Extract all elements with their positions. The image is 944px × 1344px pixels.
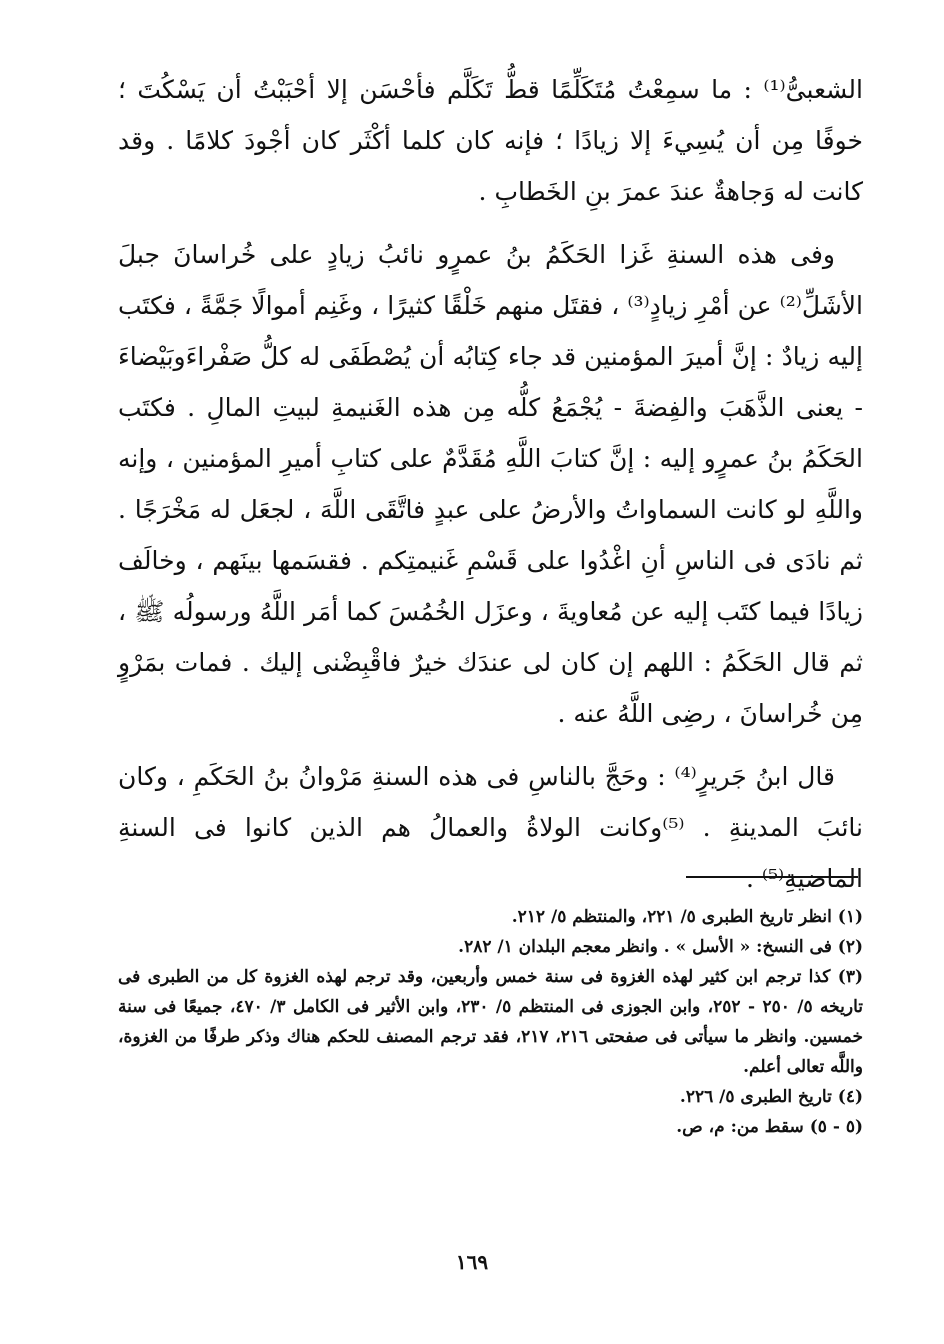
paragraph-3: قال ابنُ جَريرٍ⁽⁴⁾ : وحَجَّ بالناسِ فى هذه السنةِ مَرْوانُ بنُ الحَكَمِ ، وكان نائبَ المدينةِ . ⁽⁵⁾وكانت الولاةُ والعمالُ هم الذين كانوا فى السنةِ الماضيةِ⁽⁵⁾ .: [118, 762, 863, 893]
footnote-3: (٣) كذا ترجم ابن كثير لهذه الغزوة فى سنة خمس وأربعين، وقد ترجم لهذه الغزوة كل من الطبرى فى تاريخه ٥/ ٢٥٠ - ٢٥٢، وابن الجوزى فى المنتظم ٥/ ٢٣٠، وابن الأثير فى الكامل ٣/ ٤٧٠، جميعًا فى سنة خمسين. وانظر ما سيأتى فى صفحتى ٢١٦، ٢١٧، فقد ترجم المصنف للحكم هناك وذكر طرفًا من الغزوة، واللَّه تعالى أعلم.: [118, 967, 863, 1077]
footnote-1: (١) انظر تاريخ الطبرى ٥/ ٢٢١، والمنتظم ٥/ ٢١٢.: [511, 907, 863, 927]
footnote-5: (٥ - ٥) سقط من: م، ص.: [676, 1117, 863, 1137]
paragraph-1: الشعبىُّ⁽¹⁾ : ما سمِعْتُ مُتَكَلِّمًا قطُّ تَكَلَّم فأحْسَن إلا أحْبَبْتُ أن يَسْكُتَ ؛ خوفًا مِن أن يُسِيءَ إلا زيادًا ؛ فإنه كان كلما أكْثَر كان أجْودَ كلامًا . وقد كانت له وَجاهةٌ عندَ عمرَ بنِ الخَطابِ .: [118, 75, 863, 206]
footnote-separator: [686, 876, 858, 878]
page-number: ١٦٩: [455, 1250, 489, 1274]
footnote-2: (٢) فى النسخ: « الأسل » . وانظر معجم البلدان ١/ ٢٨٢.: [458, 937, 863, 957]
paragraph-2: وفى هذه السنةِ غَزا الحَكَمُ بنُ عمرٍو نائبُ زيادٍ على خُراسانَ جبلَ الأشَلِّ⁽²⁾ عن أمْرِ زيادٍ⁽³⁾ ، فقتَل منهم خَلْقًا كثيرًا ، وغَنِم أموالًا جَمَّةً ، فكتَب إليه زيادٌ : إنَّ أميرَ المؤمنين قد جاء كِتابُه أن يُصْطَفَى له كلُّ صَفْراءَوبَيْضاءَ - يعنى الذَّهَبَ والفِضةَ - يُجْمَعُ كلُّه مِن هذه الغَنيمةِ لبيتِ المالِ . فكتَب الحَكَمُ بنُ عمرٍو إليه : إنَّ كتابَ اللَّهِ مُقَدَّمٌ على كتابِ أميرِ المؤمنين ، وإنه واللَّهِ لو كانت السماواتُ والأرضُ على عبدٍ فاتَّقَى اللَّهَ ، لجعَل له مَخْرَجًا . ثم نادَى فى الناسِ أنِ اغْدُوا على قَسْمِ غَنيمتِكم . فقسَمها بينَهم ، وخالَف زيادًا فيما كتَب إليه عن مُعاويةَ ، وعزَل الخُمُسَ كما أمَر اللَّهُ ورسولُه ﷺ ، ثم قال الحَكَمُ : اللهم إن كان لى عندَك خيرٌ فاقْبِضْنى إليك . فمات بمَرْوٍ مِن خُراسانَ ، رضِى اللَّهُ عنه .: [118, 240, 863, 728]
main-text: [118, 64, 863, 904]
footnotes: [118, 902, 863, 1142]
footnote-4: (٤) تاريخ الطبرى ٥/ ٢٢٦.: [679, 1087, 863, 1107]
